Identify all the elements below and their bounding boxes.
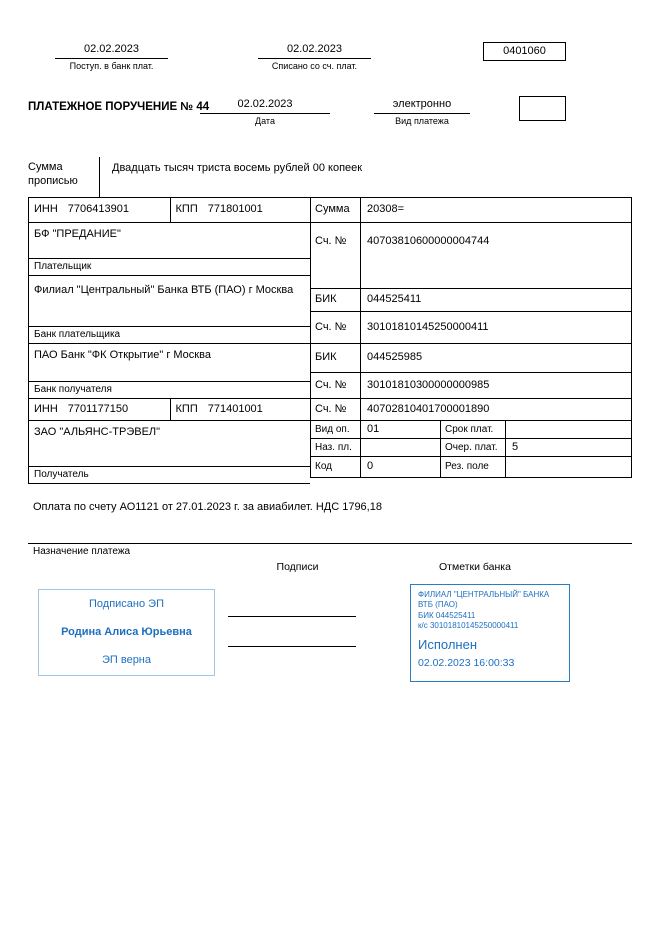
payer-kpp: 771801001 <box>207 203 263 216</box>
ocher-plat-value: 5 <box>512 440 519 453</box>
payer-bank-name: Филиал "Центральный" Банка ВТБ (ПАО) г Москва <box>34 284 294 296</box>
bank-stamp-name-line1: ФИЛИАЛ "ЦЕНТРАЛЬНЫЙ" БАНКА <box>418 590 550 599</box>
payee-inn-label: ИНН <box>34 402 58 415</box>
bank-stamp-bik: БИК 044525411 <box>418 610 476 620</box>
requisites-left-column <box>28 197 310 484</box>
bank-stamp-name-line2: ВТБ (ПАО) <box>418 600 458 610</box>
payee-block <box>29 421 310 484</box>
payee-account-label: Сч. № <box>311 399 361 420</box>
payer-inn: 7706413901 <box>67 203 129 216</box>
payer-bank-bik-label: БИК <box>311 289 361 311</box>
payer-bank-bik: 044525411 <box>367 293 422 306</box>
received-date: 02.02.2023 <box>55 43 168 59</box>
doc-date-block <box>200 98 330 127</box>
bank-marks-heading: Отметки банка <box>439 561 511 573</box>
payer-bank-account-label: Сч. № <box>311 312 361 343</box>
doc-date: 02.02.2023 <box>200 98 330 114</box>
amount-in-words-section <box>28 157 632 197</box>
amount-in-words: Двадцать тысяч триста восемь рублей 00 копеек <box>112 162 363 174</box>
payer-bank-block <box>29 276 310 344</box>
payee-role-label: Получатель <box>29 466 310 483</box>
bank-execution-stamp <box>410 584 570 682</box>
received-date-block <box>55 43 168 72</box>
payee-inn: 7701177150 <box>67 402 129 415</box>
bank-stamp-corr-account: к/с 30101810145250000411 <box>418 621 519 631</box>
payer-account: 40703810600000004744 <box>367 235 490 247</box>
bank-stamp-datetime: 02.02.2023 16:00:33 <box>418 657 515 670</box>
amount-in-words-label: Сумма прописью <box>28 157 100 197</box>
payer-role-label: Плательщик <box>29 258 310 275</box>
ocher-plat-label: Очер. плат. <box>441 439 506 456</box>
payee-kpp: 771401001 <box>207 402 263 415</box>
payee-account: 40702810401700001890 <box>367 402 490 415</box>
payer-block <box>29 223 310 276</box>
debited-date-block <box>258 43 371 72</box>
payee-name: ЗАО "АЛЬЯНС-ТРЭВЕЛ" <box>34 426 161 438</box>
payment-kind: электронно <box>374 98 470 114</box>
kod-value: 0 <box>361 457 441 477</box>
payee-bank-block <box>29 344 310 399</box>
payee-bank-role-label: Банк получателя <box>29 381 310 398</box>
form-code-box <box>483 42 566 61</box>
naz-pl-label: Наз. пл. <box>311 439 361 456</box>
payer-bank-role-label: Банк плательщика <box>29 326 310 343</box>
payer-bank-account: 30101810145250000411 <box>367 320 489 333</box>
srok-plat-value <box>506 421 631 438</box>
electronic-signature-stamp <box>38 589 215 676</box>
rez-pole-label: Рез. поле <box>441 457 506 477</box>
esign-line3: ЭП верна <box>101 653 152 666</box>
vid-op-value: 01 <box>361 421 441 438</box>
payer-name: БФ "ПРЕДАНИЕ" <box>34 228 121 240</box>
payment-kind-block <box>374 98 470 127</box>
payer-inn-label: ИНН <box>34 203 58 216</box>
esign-line1: Подписано ЭП <box>89 598 164 610</box>
signature-line-2 <box>228 646 356 647</box>
payee-bank-account: 30101810300000000985 <box>367 378 490 391</box>
requisites-right-column <box>310 197 632 478</box>
payee-inn-cell <box>29 399 171 420</box>
payer-inn-cell <box>29 198 171 222</box>
payee-bank-bik-label: БИК <box>311 344 361 372</box>
debited-date: 02.02.2023 <box>258 43 371 59</box>
payment-purpose-section <box>28 543 632 558</box>
doc-date-label: Дата <box>255 116 275 127</box>
esign-signer-name: Родина Алиса Юрьевна <box>61 625 192 638</box>
received-date-label: Поступ. в банк плат. <box>69 61 154 72</box>
signatures-heading: Подписи <box>276 561 319 573</box>
vid-op-label: Вид оп. <box>311 421 361 438</box>
payee-bank-account-label: Сч. № <box>311 373 361 398</box>
requisites-table <box>28 197 632 484</box>
kod-label: Код <box>311 457 361 477</box>
payee-bank-name: ПАО Банк "ФК Открытие" г Москва <box>34 349 211 361</box>
bank-stamp-status: Исполнен <box>418 636 478 652</box>
payment-order-title: ПЛАТЕЖНОЕ ПОРУЧЕНИЕ № 44 <box>28 101 210 113</box>
payer-account-label: Сч. № <box>311 223 361 288</box>
signature-line-1 <box>228 616 356 617</box>
payment-kind-label: Вид платежа <box>395 116 449 127</box>
payer-kpp-label: КПП <box>175 203 198 216</box>
sum-value: 20308= <box>367 203 405 216</box>
payee-kpp-cell <box>171 399 311 420</box>
payment-purpose-text: Оплата по счету АО1121 от 27.01.2023 г. за авиабилет. НДС 1796,18 <box>33 501 382 513</box>
debited-date-label: Списано со сч. плат. <box>271 61 358 72</box>
payee-kpp-label: КПП <box>175 402 198 415</box>
payee-bank-bik: 044525985 <box>367 351 423 364</box>
status-code-box <box>519 96 566 121</box>
payer-kpp-cell <box>171 198 311 222</box>
srok-plat-label: Срок плат. <box>441 421 506 438</box>
rez-pole-value <box>506 457 631 477</box>
sum-label: Сумма <box>311 198 361 222</box>
payment-purpose-label: Назначение платежа <box>33 546 131 557</box>
form-code: 0401060 <box>503 44 546 57</box>
naz-pl-value <box>361 439 441 456</box>
